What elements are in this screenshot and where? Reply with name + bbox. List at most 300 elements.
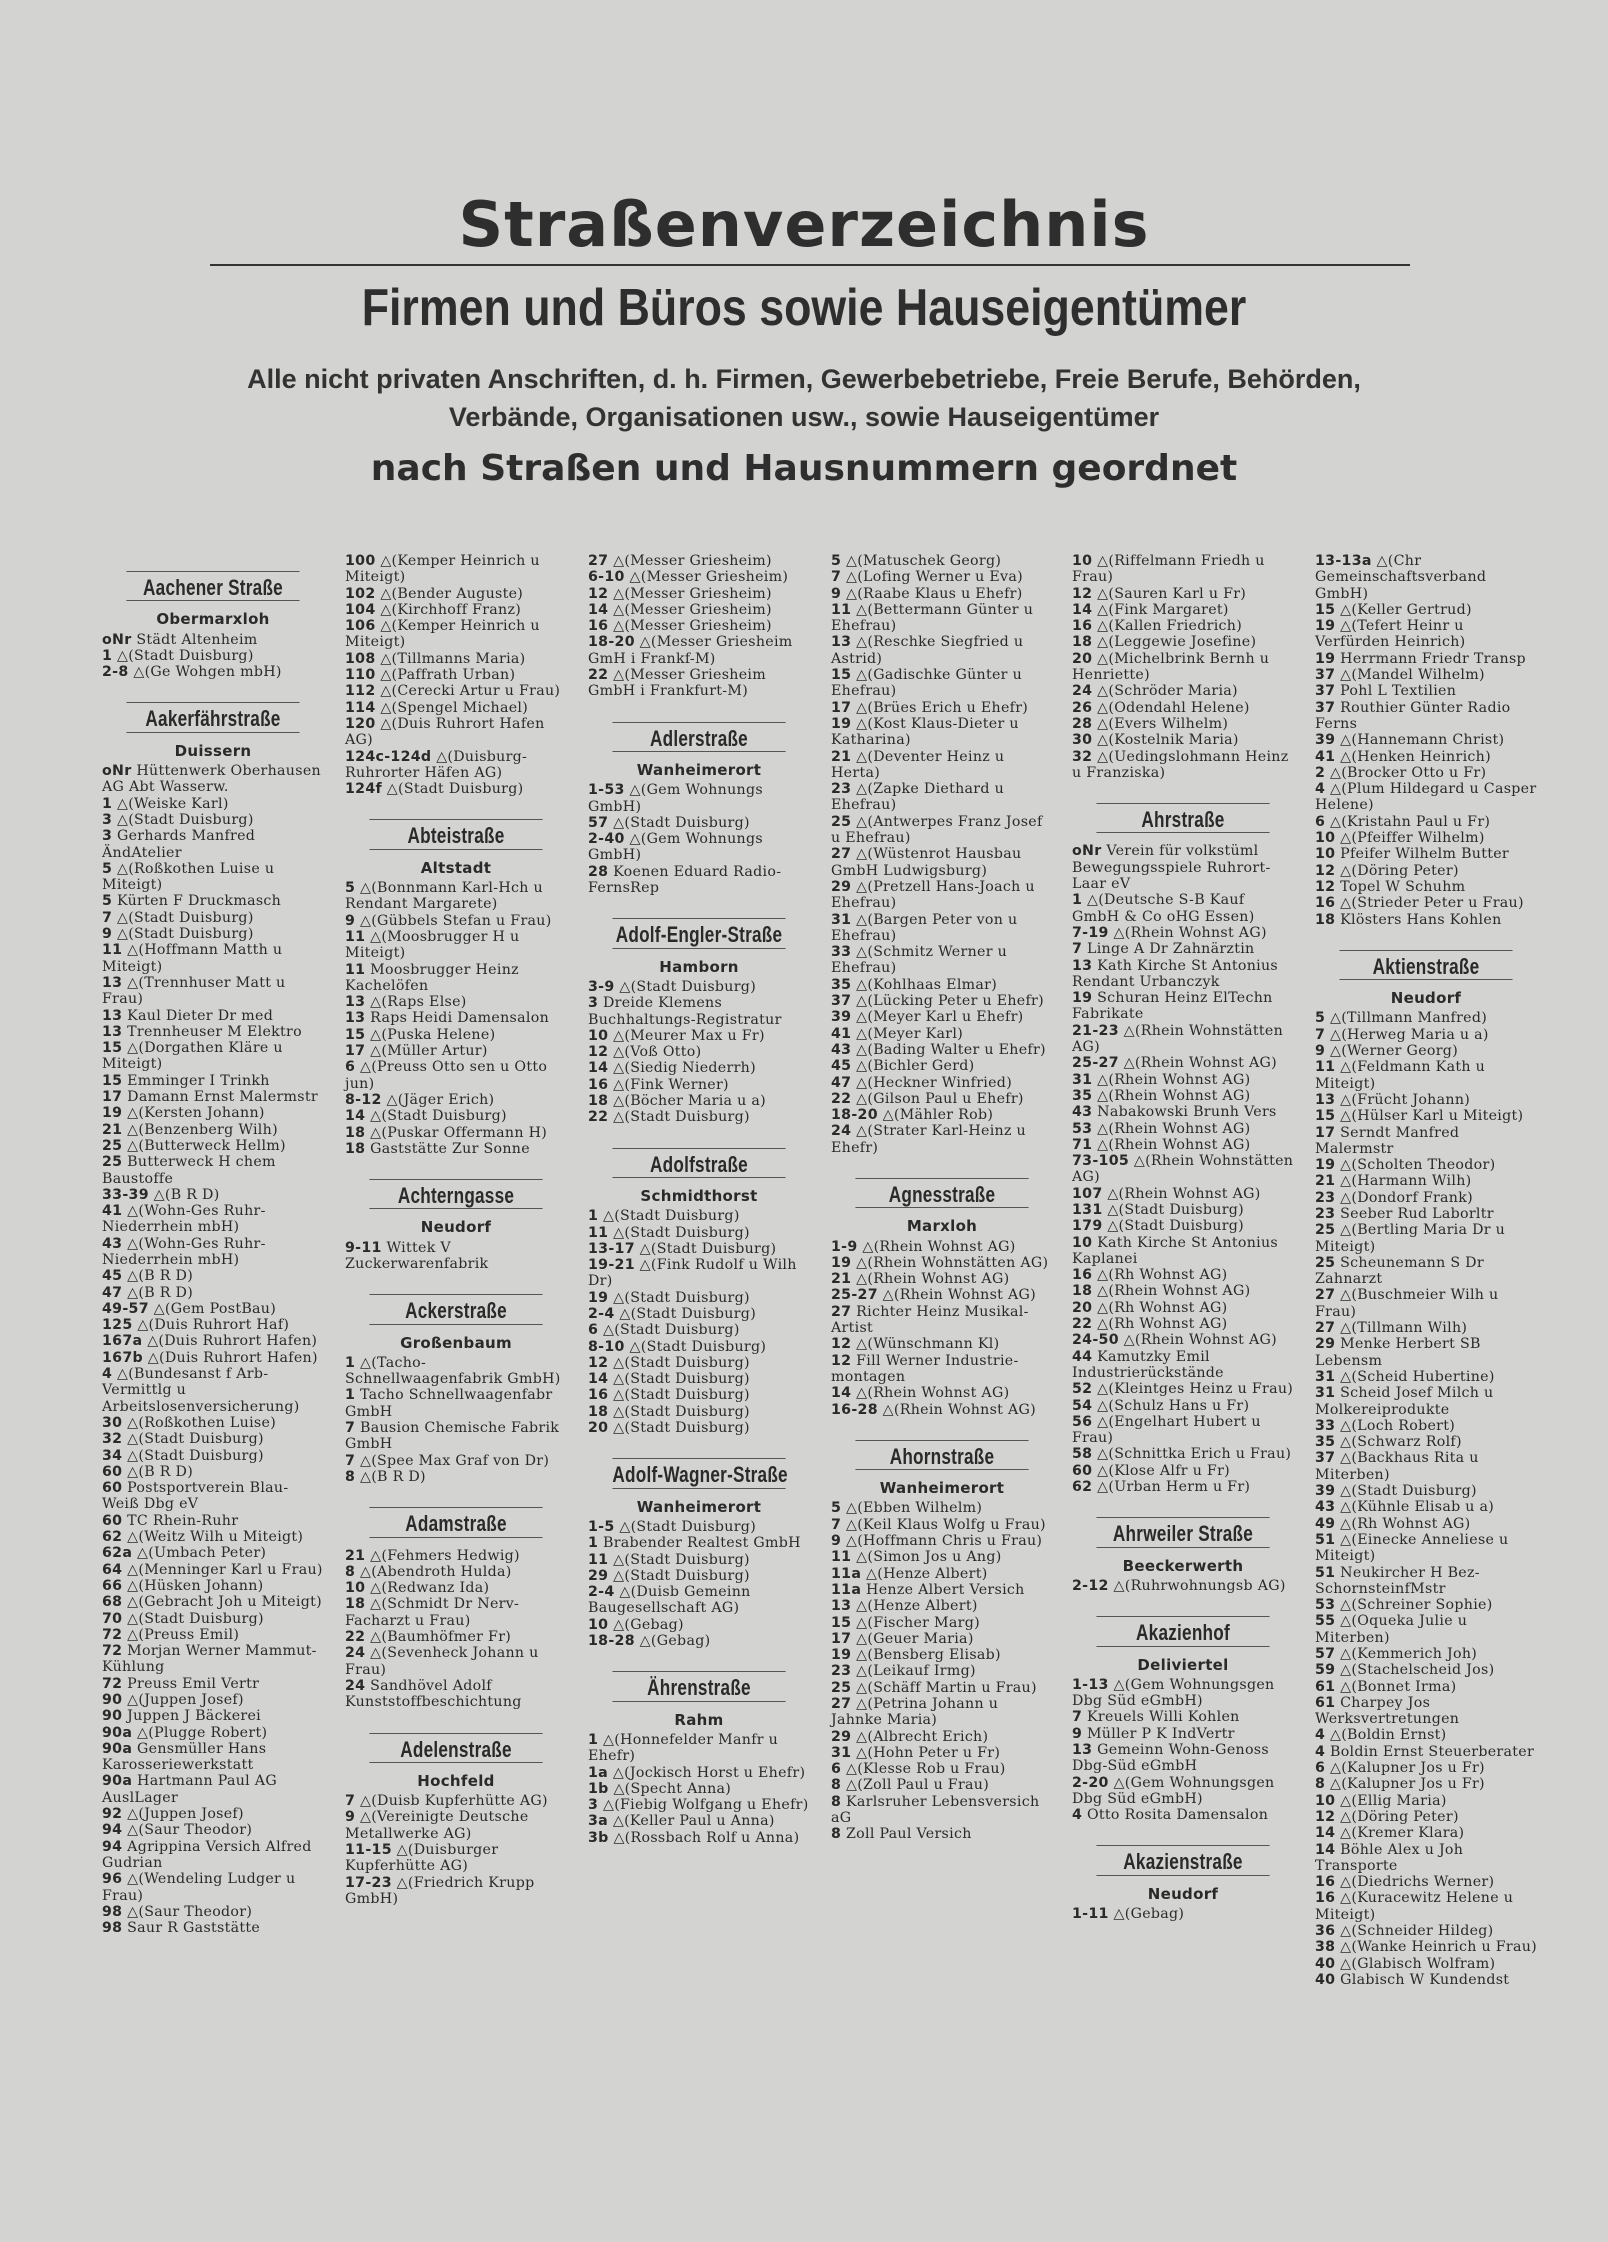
- address-entry: 31 △(Rhein Wohnst AG): [1072, 1071, 1251, 1088]
- address-entry: 39 △(Meyer Karl u Ehefr): [831, 1009, 1024, 1026]
- address-entry: 34 △(Stadt Duisburg): [102, 1447, 264, 1464]
- address-entry: 108 △(Tillmanns Maria): [345, 650, 526, 667]
- address-entry: 7-19 △(Rhein Wohnst AG): [1072, 924, 1267, 941]
- address-entry: 72 Preuss Emil Vertr: [102, 1675, 260, 1692]
- address-entry: 35 △(Kohlhaas Elmar): [831, 976, 998, 993]
- address-entry: 32 △(Stadt Duisburg): [102, 1431, 264, 1448]
- address-entry: 131 △(Stadt Duisburg): [1072, 1201, 1244, 1218]
- address-entry: 62a △(Umbach Peter): [102, 1545, 267, 1562]
- address-entry: 17 Damann Ernst Malermstr: [102, 1089, 318, 1106]
- address-entry: 14 Böhle Alex u Joh Transporte: [1315, 1841, 1464, 1874]
- address-entry: 62 △(Weitz Wilh u Miteigt): [102, 1529, 304, 1546]
- address-entry: 20 △(Stadt Duisburg): [588, 1420, 750, 1437]
- address-entry: 70 △(Stadt Duisburg): [102, 1610, 264, 1627]
- address-entry: 2-4 △(Stadt Duisburg): [588, 1305, 757, 1322]
- street-heading: Aktienstraße: [1339, 950, 1512, 980]
- address-entry: 18 Gaststätte Zur Sonne: [345, 1140, 530, 1157]
- address-entry: 37 △(Backhaus Rita u Miterben): [1315, 1450, 1479, 1483]
- address-entry: 43 △(Kühnle Elisab u a): [1315, 1499, 1495, 1516]
- address-entry: 11 △(Simon Jos u Ang): [831, 1549, 1002, 1566]
- address-entry: 38 △(Wanke Heinrich u Frau): [1315, 1939, 1538, 1956]
- address-entry: 18 Klösters Hans Kohlen: [1315, 911, 1502, 928]
- address-entry: 39 △(Hannemann Christ): [1315, 732, 1505, 749]
- address-entry: 15 △(Keller Gertrud): [1315, 601, 1472, 618]
- address-entry: 27 △(Tillmann Wilh): [1315, 1320, 1468, 1337]
- address-entry: 12 △(Döring Peter): [1315, 1808, 1459, 1825]
- address-entry: 3a △(Keller Paul u Anna): [588, 1813, 775, 1830]
- column-4: [831, 553, 1053, 1843]
- address-entry: 4 △(Plum Hildegard u Casper Helene): [1315, 781, 1537, 814]
- address-entry: 15 △(Gadischke Günter u Ehefrau): [831, 667, 1023, 700]
- address-entry: 7 Linge A Dr Zahnärztin: [1072, 941, 1255, 958]
- street-heading: Ahrstraße: [1096, 803, 1269, 833]
- address-entry: 9-11 Wittek V Zuckerwarenfabrik: [345, 1239, 489, 1272]
- address-entry: 100 △(Kemper Heinrich u Miteigt): [345, 553, 540, 586]
- district-heading: Marxloh: [906, 1217, 978, 1236]
- address-entry: 32 △(Uedingslohmann Heinz u Franziska): [1072, 748, 1289, 781]
- address-entry: 4 Boldin Ernst Steuerberater: [1315, 1743, 1535, 1760]
- address-entry: 17 △(Müller Artur): [345, 1043, 488, 1060]
- address-entry: 90 Juppen J Bäckerei: [102, 1708, 262, 1725]
- street-heading: Adolfstraße: [612, 1148, 785, 1178]
- address-entry: 26 △(Odendahl Helene): [1072, 699, 1250, 716]
- address-entry: 40 △(Glabisch Wolfram): [1315, 1955, 1496, 1972]
- address-entry: 18-28 △(Gebag): [588, 1633, 711, 1650]
- page-subtitle: Firmen und Büros sowie Hauseigentümer: [361, 279, 1247, 337]
- address-entry: 27 Richter Heinz Musikal-Artist: [831, 1303, 1029, 1337]
- address-entry: 11 △(Bettermann Günter u Ehefrau): [831, 601, 1034, 635]
- address-entry: 14 △(Stadt Duisburg): [588, 1371, 750, 1388]
- address-entry: 52 △(Kleintges Heinz u Frau): [1072, 1381, 1294, 1398]
- district-heading: Neudorf: [1390, 989, 1462, 1008]
- address-entry: 4 △(Bundesanst f Arb-Vermittlg u Arbeitslosenversicherung): [102, 1366, 300, 1415]
- address-entry: 19 △(Rhein Wohnstätten AG): [831, 1254, 1049, 1271]
- address-entry: 18 △(Stadt Duisburg): [588, 1403, 750, 1420]
- address-entry: 102 △(Bender Auguste): [345, 585, 524, 602]
- address-entry: 18 △(Böcher Maria u a): [588, 1093, 766, 1110]
- address-entry: 5 △(Bonnmann Karl-Hch u Rendant Margarete): [345, 880, 543, 913]
- address-entry: 25 Butterweck H chem Baustoffe: [102, 1154, 276, 1187]
- title-divider: [210, 264, 1410, 266]
- address-entry: 47 △(B R D): [102, 1284, 194, 1301]
- column-1: [102, 553, 324, 1936]
- address-entry: 3 Gerhards Manfred ÄndAtelier: [102, 828, 256, 861]
- address-entry: 18-20 △(Messer Griesheim GmH i Frankf-M): [588, 634, 793, 667]
- address-entry: 20 △(Rh Wohnst AG): [1072, 1299, 1228, 1316]
- address-entry: 10 Pfeifer Wilhelm Butter: [1315, 846, 1510, 863]
- address-entry: 18 △(Puskar Offermann H): [345, 1124, 548, 1141]
- address-entry: 12 △(Voß Otto): [588, 1044, 702, 1061]
- address-entry: 1 △(Weiske Karl): [102, 795, 229, 812]
- district-heading: Rahm: [674, 1710, 724, 1729]
- street-heading: Abteistraße: [369, 819, 542, 849]
- address-entry: 49 △(Rh Wohnst AG): [1315, 1515, 1471, 1532]
- address-entry: 112 △(Cerecki Artur u Frau): [345, 683, 561, 700]
- address-entry: 30 △(Roßkothen Luise): [102, 1414, 277, 1431]
- address-entry: 19-21 △(Fink Rudolf u Wilh Dr): [588, 1257, 797, 1290]
- page-title: Straßenverzeichnis: [458, 188, 1150, 261]
- address-entry: 31 Scheid Josef Milch u Molkereiprodukte: [1315, 1385, 1494, 1418]
- address-entry: 29 △(Pretzell Hans-Joach u Ehefrau): [831, 878, 1035, 912]
- address-entry: 25-27 △(Rhein Wohnst AG): [831, 1287, 1036, 1304]
- address-entry: 40 Glabisch W Kundendst: [1315, 1971, 1510, 1988]
- address-entry: 31 △(Bargen Peter von u Ehefrau): [831, 911, 1018, 944]
- address-entry: 49-57 △(Gem PostBau): [102, 1300, 277, 1317]
- address-entry: 15 Emminger I Trinkh: [102, 1072, 270, 1089]
- column-2: [345, 553, 567, 1907]
- street-heading: Adlerstraße: [612, 722, 785, 752]
- address-entry: 16 △(Kuracewitz Helene u Miteigt): [1315, 1890, 1514, 1923]
- street-heading: Akazienstraße: [1096, 1845, 1269, 1875]
- address-entry: 72 △(Preuss Emil): [102, 1626, 240, 1643]
- address-entry: 4 Otto Rosita Damensalon: [1072, 1807, 1269, 1824]
- address-entry: 104 △(Kirchhoff Franz): [345, 601, 522, 618]
- address-entry: 9 △(Gübbels Stefan u Frau): [345, 912, 552, 929]
- address-entry: 7 △(Spee Max Graf von Dr): [345, 1452, 550, 1469]
- address-entry: 16 △(Fink Werner): [588, 1076, 729, 1093]
- street-heading: Akazienhof: [1096, 1616, 1269, 1646]
- address-entry: 16 △(Kallen Friedrich): [1072, 618, 1243, 635]
- address-entry: 9 △(Raabe Klaus u Ehefr): [831, 585, 1023, 602]
- address-entry: 16 △(Messer Griesheim): [588, 618, 772, 635]
- address-entry: 13 △(Reschke Siegfried u Astrid): [831, 634, 1024, 667]
- address-entry: 7 Bausion Chemische Fabrik GmbH: [345, 1420, 560, 1453]
- address-entry: 23 △(Dondorf Frank): [1315, 1189, 1473, 1206]
- address-entry: 37 △(Lücking Peter u Ehefr): [831, 993, 1044, 1010]
- address-entry: 8 △(B R D): [345, 1468, 426, 1485]
- address-entry: 41 △(Henken Heinrich): [1315, 748, 1491, 765]
- address-entry: 9 △(Vereinigte Deutsche Metallwerke AG): [345, 1809, 529, 1842]
- address-entry: 25 △(Antwerpes Franz Josef u Ehefrau): [831, 813, 1043, 847]
- address-entry: 25 Scheunemann S Dr Zahnarzt: [1315, 1254, 1484, 1288]
- address-entry: 8 △(Kalupner Jos u Fr): [1315, 1776, 1485, 1793]
- address-entry: 1 △(Deutsche S-B Kauf GmbH & Co oHG Essen): [1072, 892, 1255, 925]
- address-entry: 21 △(Benzenberg Wilh): [102, 1121, 278, 1138]
- address-entry: 24-50 △(Rhein Wohnst AG): [1072, 1332, 1277, 1349]
- address-entry: 6 △(Preuss Otto sen u Otto jun): [345, 1059, 548, 1092]
- address-entry: 3-9 △(Stadt Duisburg): [588, 978, 757, 995]
- address-entry: 37 △(Mandel Wilhelm): [1315, 667, 1485, 684]
- address-entry: 29 △(Stadt Duisburg): [588, 1567, 750, 1584]
- address-entry: 12 Topel W Schuhm: [1315, 878, 1466, 895]
- address-entry: 11 △(Stadt Duisburg): [588, 1224, 750, 1241]
- address-entry: 2-8 △(Ge Wohgen mbH): [102, 664, 282, 681]
- address-entry: 71 △(Rhein Wohnst AG): [1072, 1136, 1251, 1153]
- address-entry: 6 △(Kristahn Paul u Fr): [1315, 813, 1491, 830]
- address-entry: 17 △(Brües Erich u Ehefr): [831, 699, 1029, 716]
- address-entry: 13-13a △(Chr Gemeinschaftsverband GmbH): [1315, 553, 1487, 602]
- address-entry: 22 △(Gilson Paul u Ehefr): [831, 1090, 1024, 1107]
- address-entry: 11 Moosbrugger Heinz Kachelöfen: [345, 961, 519, 994]
- address-entry: 167a △(Duis Ruhrort Hafen): [102, 1333, 318, 1350]
- address-entry: 2-12 △(Ruhrwohnungsb AG): [1072, 1577, 1286, 1594]
- address-entry: 13 Kath Kirche St Antonius Rendant Urbanczyk: [1072, 957, 1279, 990]
- address-entry: 5 Kürten F Druckmasch: [102, 893, 282, 910]
- address-entry: 2-20 △(Gem Wohnungsgen Dbg Süd eGmbH): [1072, 1774, 1275, 1807]
- address-entry: 16 △(Rh Wohnst AG): [1072, 1267, 1228, 1284]
- address-entry: 7 △(Duisb Kupferhütte AG): [345, 1793, 548, 1810]
- address-entry: 7 △(Stadt Duisburg): [102, 909, 254, 926]
- street-heading: Ährenstraße: [612, 1671, 785, 1701]
- address-entry: 13-17 △(Stadt Duisburg): [588, 1240, 777, 1257]
- address-entry: 60 △(B R D): [102, 1463, 194, 1480]
- address-entry: 16 △(Strieder Peter u Frau): [1315, 895, 1524, 912]
- address-entry: 23 Seeber Rud Laborltr: [1315, 1205, 1494, 1222]
- address-entry: 43 Nabakowski Brunh Vers: [1072, 1104, 1277, 1121]
- address-entry: 8 Zoll Paul Versich: [831, 1826, 972, 1843]
- address-entry: 23 △(Zapke Diethard u Ehefrau): [831, 781, 1005, 814]
- address-entry: 179 △(Stadt Duisburg): [1072, 1218, 1244, 1235]
- district-heading: Obermarxloh: [156, 610, 270, 629]
- address-entry: 27 △(Messer Griesheim): [588, 553, 772, 569]
- address-entry: 5 △(Matuschek Georg): [831, 553, 1002, 569]
- address-entry: 16-28 △(Rhein Wohnst AG): [831, 1401, 1036, 1418]
- address-entry: 6-10 △(Messer Griesheim): [588, 569, 789, 586]
- address-entry: 14 △(Kremer Klara): [1315, 1825, 1465, 1842]
- district-heading: Hochfeld: [417, 1771, 495, 1790]
- address-entry: 15 △(Hülser Karl u Miteigt): [1315, 1108, 1524, 1125]
- address-entry: 21 △(Deventer Heinz u Herta): [831, 748, 1005, 781]
- address-entry: oNr Städt Altenheim: [102, 631, 258, 648]
- address-entry: 62 △(Urban Herm u Fr): [1072, 1479, 1251, 1496]
- address-entry: 11 △(Feldmann Kath u Miteigt): [1315, 1059, 1486, 1092]
- address-entry: 18-20 △(Mähler Rob): [831, 1107, 994, 1124]
- address-entry: 64 △(Menninger Karl u Frau): [102, 1561, 323, 1578]
- address-entry: 96 △(Wendeling Ludger u Frau): [102, 1871, 296, 1904]
- address-entry: 60 Postsportverein Blau-Weiß Dbg eV: [102, 1480, 289, 1513]
- column-3: [588, 553, 810, 1846]
- address-entry: 9 Müller P K IndVertr: [1072, 1725, 1235, 1742]
- street-heading: Adolf-Engler-Straße: [612, 918, 785, 948]
- address-entry: 66 △(Hüsken Johann): [102, 1577, 264, 1594]
- address-entry: 33 △(Schmitz Werner u Ehefrau): [831, 944, 1008, 977]
- address-entry: 19 △(Bensberg Elisab): [831, 1647, 1001, 1664]
- address-entry: 1 △(Tacho-Schnellwaagenfabrik GmbH): [345, 1354, 561, 1388]
- description-line-1: Alle nicht privaten Anschriften, d. h. Firmen, Gewerbebetriebe, Freie Berufe, Behörden,: [247, 364, 1361, 394]
- address-entry: 21 △(Harmann Wilh): [1315, 1173, 1472, 1190]
- address-entry: 68 △(Gebracht Joh u Miteigt): [102, 1594, 322, 1611]
- address-entry: 60 TC Rhein-Ruhr: [102, 1512, 239, 1529]
- address-entry: 53 △(Schreiner Sophie): [1315, 1597, 1493, 1614]
- address-entry: 3 Dreide Klemens Buchhaltungs-Registratur: [588, 995, 782, 1028]
- address-entry: 24 △(Schröder Maria): [1072, 683, 1238, 700]
- district-heading: Neudorf: [420, 1218, 492, 1237]
- address-entry: 1-9 △(Rhein Wohnst AG): [831, 1238, 1016, 1255]
- address-entry: 106 △(Kemper Heinrich u Miteigt): [345, 618, 540, 651]
- address-entry: 12 △(Döring Peter): [1315, 862, 1459, 879]
- address-entry: 12 Fill Werner Industrie-montagen: [831, 1352, 1019, 1385]
- address-entry: 5 △(Roßkothen Luise u Miteigt): [102, 860, 275, 894]
- address-entry: 90a Gensmüller Hans Karosseriewerkstatt: [102, 1740, 267, 1774]
- street-heading: Achterngasse: [369, 1179, 542, 1209]
- address-entry: 5 △(Ebben Wilhelm): [831, 1500, 983, 1517]
- address-entry: 11a Henze Albert Versich: [831, 1581, 1025, 1598]
- address-entry: 60 △(Klose Alfr u Fr): [1072, 1462, 1230, 1479]
- district-heading: Wanheimerort: [636, 760, 762, 779]
- address-entry: 1 △(Stadt Duisburg): [588, 1208, 740, 1225]
- address-entry: 12 △(Sauren Karl u Fr): [1072, 585, 1247, 602]
- address-entry: 29 Menke Herbert SB Lebensm: [1315, 1336, 1481, 1369]
- description-line-2: Verbände, Organisationen usw., sowie Hauseigentümer: [448, 402, 1160, 432]
- address-entry: 27 △(Wüstenrot Hausbau GmbH Ludwigsburg): [831, 846, 1022, 879]
- address-entry: 73-105 △(Rhein Wohnstätten AG): [1072, 1153, 1294, 1186]
- address-entry: 11 △(Stadt Duisburg): [588, 1551, 750, 1568]
- address-entry: 124f △(Stadt Duisburg): [345, 781, 524, 798]
- address-entry: 31 △(Scheid Hubertine): [1315, 1368, 1495, 1385]
- address-entry: 36 △(Schneider Hildeg): [1315, 1923, 1494, 1940]
- address-entry: 10 △(Pfeiffer Wilhelm): [1315, 830, 1485, 847]
- address-entry: 18 △(Rhein Wohnst AG): [1072, 1283, 1251, 1300]
- address-entry: 51 Neukircher H Bez-SchornsteinfMstr: [1315, 1564, 1480, 1597]
- address-entry: 90 △(Juppen Josef): [102, 1692, 244, 1708]
- page-description: [0, 360, 1608, 436]
- address-entry: 1-53 △(Gem Wohnungs GmbH): [588, 782, 763, 815]
- address-entry: 19 △(Kost Klaus-Dieter u Katharina): [831, 715, 1019, 749]
- address-entry: 37 Routhier Günter Radio Ferns: [1315, 699, 1511, 732]
- district-heading: Duissern: [174, 741, 252, 760]
- address-entry: 107 △(Rhein Wohnst AG): [1072, 1185, 1261, 1202]
- address-entry: 8 △(Abendroth Hulda): [345, 1563, 512, 1580]
- address-entry: 14 △(Stadt Duisburg): [345, 1108, 507, 1125]
- address-entry: 11a △(Henze Albert): [831, 1565, 988, 1582]
- address-entry: 1 △(Stadt Duisburg): [102, 647, 254, 664]
- address-entry: 8 Karlsruher Lebensversich aG: [831, 1793, 1040, 1827]
- address-entry: 41 △(Meyer Karl): [831, 1025, 964, 1042]
- address-entry: 25 △(Bertling Maria Dr u Miteigt): [1315, 1222, 1506, 1255]
- address-entry: 25 △(Butterweck Hellm): [102, 1137, 286, 1154]
- address-entry: 17 △(Geuer Maria): [831, 1630, 974, 1647]
- address-entry: 61 △(Bonnet Irma): [1315, 1678, 1457, 1695]
- address-entry: 13 △(Henze Albert): [831, 1598, 978, 1615]
- address-entry: 10 △(Meurer Max u Fr): [588, 1027, 765, 1044]
- street-heading: Ahrweiler Straße: [1096, 1517, 1269, 1547]
- address-entry: 61 Charpey Jos Werksvertretungen: [1315, 1694, 1460, 1728]
- address-entry: 45 △(B R D): [102, 1268, 194, 1285]
- address-entry: oNr Hüttenwerk Oberhausen AG Abt Wasserw.: [102, 763, 321, 796]
- address-entry: 16 △(Diedrichs Werner): [1315, 1874, 1495, 1891]
- address-entry: 110 △(Paffrath Urban): [345, 667, 516, 684]
- address-entry: 57 △(Stadt Duisburg): [588, 814, 750, 831]
- street-heading: Adolf-Wagner-Straße: [612, 1458, 785, 1488]
- address-entry: 19 △(Scholten Theodor): [1315, 1157, 1496, 1174]
- address-entry: 14 △(Fink Margaret): [1072, 601, 1229, 618]
- address-entry: 98 Saur R Gaststätte: [102, 1920, 261, 1937]
- address-entry: 58 △(Schnittka Erich u Frau): [1072, 1446, 1292, 1463]
- address-entry: 19 Herrmann Friedr Transp: [1315, 650, 1526, 667]
- address-entry: 8-12 △(Jäger Erich): [345, 1091, 495, 1108]
- address-entry: 90a △(Plugge Robert): [102, 1724, 268, 1741]
- address-entry: 43 △(Wohn-Ges Ruhr-Niederrhein mbH): [102, 1235, 266, 1268]
- address-entry: 39 △(Stadt Duisburg): [1315, 1483, 1477, 1500]
- address-entry: 94 △(Saur Theodor): [102, 1822, 253, 1839]
- page-order-note: nach Straßen und Hausnummern geordnet: [370, 448, 1238, 489]
- address-entry: 125 △(Duis Ruhrort Haf): [102, 1317, 290, 1334]
- address-entry: 15 △(Fischer Marg): [831, 1614, 980, 1631]
- address-entry: 13 △(Raps Else): [345, 994, 467, 1011]
- district-heading: Deliviertel: [1137, 1655, 1229, 1674]
- address-entry: 25 △(Schäff Martin u Frau): [831, 1679, 1037, 1696]
- address-entry: 1-11 △(Gebag): [1072, 1906, 1185, 1923]
- address-entry: 9 △(Hoffmann Chris u Frau): [831, 1533, 1043, 1550]
- address-entry: 30 △(Kostelnik Maria): [1072, 732, 1239, 749]
- address-entry: 33-39 △(B R D): [102, 1186, 220, 1203]
- address-entry: 45 △(Bichler Gerd): [831, 1058, 975, 1075]
- address-entry: 43 △(Bading Walter u Ehefr): [831, 1041, 1046, 1058]
- address-entry: 9 △(Stadt Duisburg): [102, 926, 254, 943]
- district-heading: Neudorf: [1147, 1884, 1219, 1903]
- address-entry: 13 Kaul Dieter Dr med: [102, 1007, 274, 1024]
- address-entry: 1-13 △(Gem Wohnungsgen Dbg Süd eGmbH): [1072, 1676, 1275, 1710]
- street-heading: Aakerfährstraße: [126, 702, 299, 732]
- street-heading: Agnesstraße: [855, 1178, 1028, 1208]
- address-entry: 1b △(Specht Anna): [588, 1780, 732, 1797]
- address-entry: 57 △(Kemmerich Joh): [1315, 1646, 1478, 1662]
- address-entry: 6 △(Kalupner Jos u Fr): [1315, 1760, 1485, 1777]
- address-entry: 22 △(Baumhöfmer Fr): [345, 1629, 512, 1646]
- address-entry: 2-40 △(Gem Wohnungs GmbH): [588, 831, 763, 864]
- address-entry: 21 △(Fehmers Hedwig): [345, 1547, 520, 1564]
- column-6: [1315, 553, 1537, 1988]
- address-entry: 44 Kamutzky Emil Industrierückstände: [1072, 1348, 1224, 1381]
- address-entry: 20 △(Michelbrink Bernh u Henriette): [1072, 650, 1270, 684]
- address-entry: 15 △(Puska Helene): [345, 1026, 496, 1043]
- address-entry: 12 △(Wünschmann Kl): [831, 1336, 1000, 1353]
- address-entry: 8 △(Zoll Paul u Frau): [831, 1777, 990, 1794]
- address-entry: 35 △(Schwarz Rolf): [1315, 1434, 1462, 1451]
- address-entry: 14 △(Rhein Wohnst AG): [831, 1385, 1010, 1402]
- street-heading: Adamstraße: [369, 1507, 542, 1537]
- address-entry: 11-15 △(Duisburger Kupferhütte AG): [345, 1842, 499, 1875]
- district-heading: Hamborn: [659, 957, 739, 976]
- address-entry: 21-23 △(Rhein Wohnstätten AG): [1072, 1022, 1284, 1056]
- address-entry: 10 △(Ellig Maria): [1315, 1792, 1447, 1809]
- address-entry: 90a Hartmann Paul AG AuslLager: [102, 1773, 277, 1806]
- address-entry: 1 Brabender Realtest GmbH: [588, 1535, 801, 1552]
- address-entry: 25-27 △(Rhein Wohnst AG): [1072, 1055, 1277, 1072]
- address-entry: 21 △(Rhein Wohnst AG): [831, 1271, 1010, 1288]
- address-entry: 19 △(Stadt Duisburg): [588, 1289, 750, 1306]
- address-entry: 35 △(Rhein Wohnst AG): [1072, 1087, 1251, 1104]
- address-entry: 18 △(Schmidt Dr Nerv-Facharzt u Frau): [345, 1596, 520, 1629]
- address-entry: 17-23 △(Friedrich Krupp GmbH): [345, 1874, 535, 1907]
- address-entry: 31 △(Hohn Peter u Fr): [831, 1744, 1001, 1761]
- address-entry: oNr Verein für volkstüml Bewegungsspiele Ruhrort-Laar eV: [1072, 843, 1271, 893]
- address-entry: 114 △(Spengel Michael): [345, 699, 529, 716]
- address-entry: 24 △(Sevenheck Johann u Frau): [345, 1645, 539, 1678]
- address-entry: 3 △(Stadt Duisburg): [102, 811, 254, 828]
- address-entry: 47 △(Heckner Winfried): [831, 1074, 1013, 1091]
- address-entry: 29 △(Albrecht Erich): [831, 1728, 989, 1745]
- address-entry: 11 △(Hoffmann Matth u Miteigt): [102, 942, 283, 975]
- address-entry: 3 △(Fiebig Wolfgang u Ehefr): [588, 1797, 809, 1814]
- district-heading: Altstadt: [420, 858, 492, 877]
- address-entry: 24 △(Strater Karl-Heinz u Ehefr): [831, 1123, 1026, 1156]
- street-heading: Ahornstraße: [855, 1440, 1028, 1470]
- address-entry: 51 △(Einecke Anneliese u Miteigt): [1315, 1531, 1509, 1565]
- district-heading: Wanheimerort: [636, 1497, 762, 1516]
- address-entry: 98 △(Saur Theodor): [102, 1903, 253, 1920]
- address-entry: 13 Gemeinn Wohn-Genoss Dbg-Süd eGmbH: [1072, 1742, 1269, 1775]
- address-entry: 28 △(Evers Wilhelm): [1072, 715, 1229, 732]
- address-entry: 13 △(Trennhuser Matt u Frau): [102, 974, 286, 1008]
- address-entry: 12 △(Messer Griesheim): [588, 585, 772, 602]
- address-entry: 19 △(Kersten Johann): [102, 1105, 265, 1122]
- address-entry: 55 △(Oqueka Julie u Miterben): [1315, 1613, 1468, 1646]
- address-entry: 7 △(Keil Klaus Wolfg u Frau): [831, 1516, 1046, 1533]
- address-entry: 94 Agrippina Versich Alfred Gudrian: [102, 1838, 312, 1871]
- address-entry: 10 △(Gebag): [588, 1616, 684, 1633]
- address-entry: 15 △(Dorgathen Kläre u Miteigt): [102, 1040, 283, 1073]
